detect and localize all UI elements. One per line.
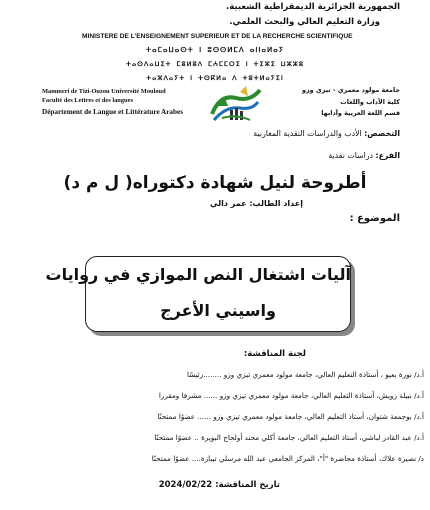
defense-date: 2024/02/22 xyxy=(158,480,213,490)
student-line: إعداد الطالب: عمر دالي xyxy=(210,199,303,208)
subject-label: الموضوع : xyxy=(349,213,400,224)
committee-label: لجنة المناقشة: xyxy=(243,349,306,359)
university-name-fr: Mammeri de Tizi-Ouzou Université Mouloud xyxy=(42,88,166,95)
specialty-line xyxy=(253,129,400,138)
branch-label: الفرع: xyxy=(375,151,400,160)
specialty-value: الأدب والدراسات النقدية المغاربية xyxy=(253,129,362,138)
defense-date-line xyxy=(159,480,280,490)
specialty-label: التخصص: xyxy=(364,129,400,138)
tifinagh-line-2: ⵜⴰⵙⴷⴰⵡⵉⵜ ⵎⵓⵍⵓⴷ ⵎⵄⵎⵎⵔⵉ ⵏ ⵜⵉⵣⵉ ⵡⵣⵣⵓ xyxy=(125,60,305,68)
faculty-name-fr: Faculté des Lettres et des langues xyxy=(42,97,133,104)
committee-member: أ.د/ عبد القادر لباشي، أستاذ التعليم العالي، جامعة أكلي محند أولحاج البويرة .. عضوًا ممتحنًا xyxy=(154,433,424,442)
ministry-heading-fr: MINISTERE DE L’ENSEIGNEMENT SUPERIEUR ET DE LA RECHERCHE SCIENTIFIQUE xyxy=(82,33,353,40)
topic-line-2: واسيني الأعرج xyxy=(160,301,276,320)
branch-value: دراسات نقدية xyxy=(328,151,373,160)
topic-line-1: آليات اشتغال النص الموازي في روايات xyxy=(45,265,351,284)
committee-member: د/ نصيرة علاك، أستاذة محاضرة "أ"، المركز الجامعي عبد الله مرسلي تيبازة.... عضوًا ممتحنًا xyxy=(151,454,424,463)
defense-label: تاريخ المناقشة: xyxy=(215,480,280,490)
faculty-name-ar: كلية الآداب واللغات xyxy=(340,98,400,106)
tifinagh-line-1: ⵜⴰⵎⴰⵡⴰⵙⵜ ⵏ ⵓⵙⵙⵍⵎⴷ ⴰⵏⵏⴰⵍⴰⵢ xyxy=(145,46,285,54)
department-name-ar: قسم اللغة العربية وآدابها xyxy=(321,109,400,117)
republic-heading: الجمهورية الجزائرية الديمقراطية الشعبية. xyxy=(226,2,400,12)
committee-member: أ.د/ بوجمعة شتوان، أستاذ التعليم العالي، جامعة مولود معمري تيزي وزو ...... عضوًا ممتحنًا xyxy=(157,412,424,421)
thesis-title: أطروحة لنيل شهادة دكتوراه( ل م د) xyxy=(63,173,367,193)
committee-member: أ.د/ نبيلة زويش، أستاذة التعليم العالي، جامعة مولود معمري تيزي وزو ...... مشرفا ومقررا xyxy=(158,391,424,400)
committee-member: أ.د/ نورة بعيو ، أستاذة التعليم العالي، جامعة مولود معمري تيزي وزو ........رئيسًا xyxy=(186,370,424,379)
university-logo-icon xyxy=(210,84,262,124)
tifinagh-line-3: ⵜⴰⵣⴷⴰⵢⵜ ⵏ ⵜⵙⴽⵍⴰ ⴷ ⵜⵓⵜⵍⴰⵢⵉⵏ xyxy=(146,74,284,82)
department-name-fr: Département de Langue et Littérature Arabes xyxy=(42,108,183,116)
branch-line xyxy=(328,151,400,160)
university-name-ar: جامعة مولود معمري - تيزي وزو xyxy=(301,86,400,94)
ministry-heading-ar: وزارة التعليم العالي والبحث العلمي. xyxy=(229,17,380,27)
